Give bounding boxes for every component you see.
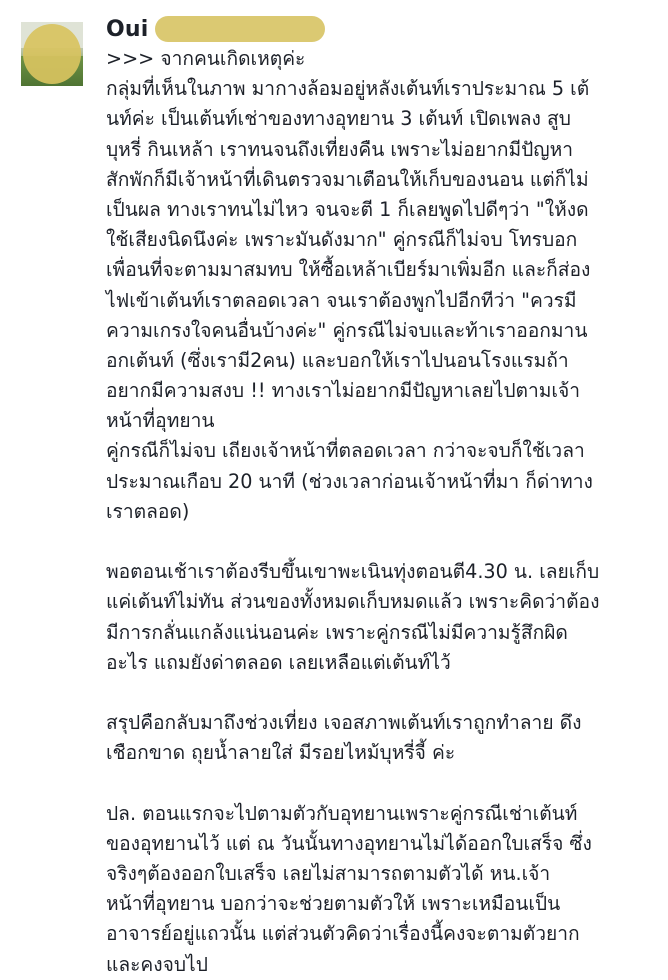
- avatar[interactable]: [21, 22, 83, 86]
- post-text-line: พอตอนเช้าเราต้องรีบขึ้นเขาพะเนินทุ่งตอนตี4.30 น. เลยเก็บ: [106, 560, 600, 584]
- post-text-line: เป็นผล ทางเราทนไม่ไหว จนจะตี 1 ก็เลยพูดไปดีๆว่า "ให้งด: [106, 197, 589, 221]
- author-name[interactable]: Oui: [106, 16, 149, 42]
- post-text-line: และคงจบไป: [106, 952, 208, 976]
- post-text-line: สักพักก็มีเจ้าหน้าที่เดินตรวจมาเตือนให้เก็บของนอน แต่ก็ไม่: [106, 167, 589, 191]
- post-text-line: กลุ่มที่เห็นในภาพ มากางล้อมอยู่หลังเต้นท์เราประมาณ 5 เต้: [106, 77, 590, 101]
- post-text-line: ปล. ตอนแรกจะไปตามตัวกับอุทยานเพราะคู่กรณีเช่าเต้นท์: [106, 801, 578, 825]
- post-text-line: บุหรี่ กินเหล้า เราทนจนถึงเที่ยงคืน เพราะไม่อยากมีปัญหา: [106, 137, 574, 161]
- post-text-line: ไฟเข้าเต้นท์เราตลอดเวลา จนเราต้องพูกไปอีกทีว่า "ควรมี: [106, 288, 577, 312]
- paragraph-gap: [106, 769, 662, 799]
- post-text-line: เชือกขาด ถุยน้ำลายใส่ มีรอยไหม้บุหรี่จี้ ค่ะ: [106, 741, 456, 765]
- post-text-line: อกเต้นท์ (ซึ่งเรามี2คน) และบอกให้เราไปนอนโรงแรมถ้า: [106, 348, 569, 372]
- post-text-line: มีการกลั่นแกล้งแน่นอนค่ะ เพราะคู่กรณีไม่มีความรู้สึกผิด: [106, 620, 568, 644]
- post-text-line: คู่กรณีก็ไม่จบ เถียงเจ้าหน้าที่ตลอดเวลา กว่าจะจบก็ใช้เวลา: [106, 439, 585, 463]
- post-text-line: แค่เต้นท์ไม่ทัน ส่วนของทั้งหมดเก็บหมดแล้ว เพราะคิดว่าต้อง: [106, 590, 600, 614]
- post-text-line: เราตลอด): [106, 499, 190, 523]
- post-text-line: นท์ค่ะ เป็นเต้นท์เช่าของทางอุทยาน 3 เต้นท์ เปิดเพลง สูบ: [106, 107, 571, 131]
- paragraph-gap: [106, 678, 662, 708]
- author-row: [106, 12, 325, 46]
- post-text-line: เพื่อนที่จะตามมาสมทบ ให้ซื้อเหล้าเบียร์มาเพิ่มอีก และก็ส่อง: [106, 258, 591, 282]
- post-text-line: ความเกรงใจคนอื่นบ้างค่ะ" คู่กรณีไม่จบและท้าเราออกมาน: [106, 318, 588, 342]
- post-text-line: อยากมีความสงบ !! ทางเราไม่อยากมีปัญหาเลยไปตามเจ้า: [106, 379, 581, 403]
- post-body: [106, 44, 662, 980]
- post-text-line: อาจารย์อยู่แถวนั้น แต่ส่วนตัวคิดว่าเรื่องนี้คงจะตามตัวยาก: [106, 922, 580, 946]
- post-text-line: สรุปคือกลับมาถึงช่วงเที่ยง เจอสภาพเต้นท์เราถูกทำลาย ดึง: [106, 711, 582, 735]
- paragraph-gap: [106, 527, 662, 557]
- post-text-line: จริงๆต้องออกใบเสร็จ เลยไม่สามารถตามตัวได้ หน.เจ้า: [106, 862, 551, 886]
- post-text-line: หน้าที่อุทยาน บอกว่าจะช่วยตามตัวให้ เพราะเหมือนเป็น: [106, 892, 561, 916]
- post-text-line: >>> จากคนเกิดเหตุค่ะ: [106, 47, 306, 70]
- avatar-redaction: [23, 24, 81, 84]
- author-name-redaction: [155, 16, 325, 42]
- post-text-line: ประมาณเกือบ 20 นาที (ช่วงเวลาก่อนเจ้าหน้าที่มา ก็ด่าทาง: [106, 469, 593, 493]
- post-text-line: อะไร แถมยังด่าตลอด เลยเหลือแต่เต้นท์ไว้: [106, 650, 451, 674]
- post-text-line: หน้าที่อุทยาน: [106, 409, 215, 433]
- post-text-line: ใช้เสียงนิดนึงค่ะ เพราะมันดังมาก" คู่กรณีก็ไม่จบ โทรบอก: [106, 228, 578, 252]
- post-text-line: ของอุทยานไว้ แต่ ณ วันนั้นทางอุทยานไม่ได้ออกใบเสร็จ ซึ่ง: [106, 831, 592, 855]
